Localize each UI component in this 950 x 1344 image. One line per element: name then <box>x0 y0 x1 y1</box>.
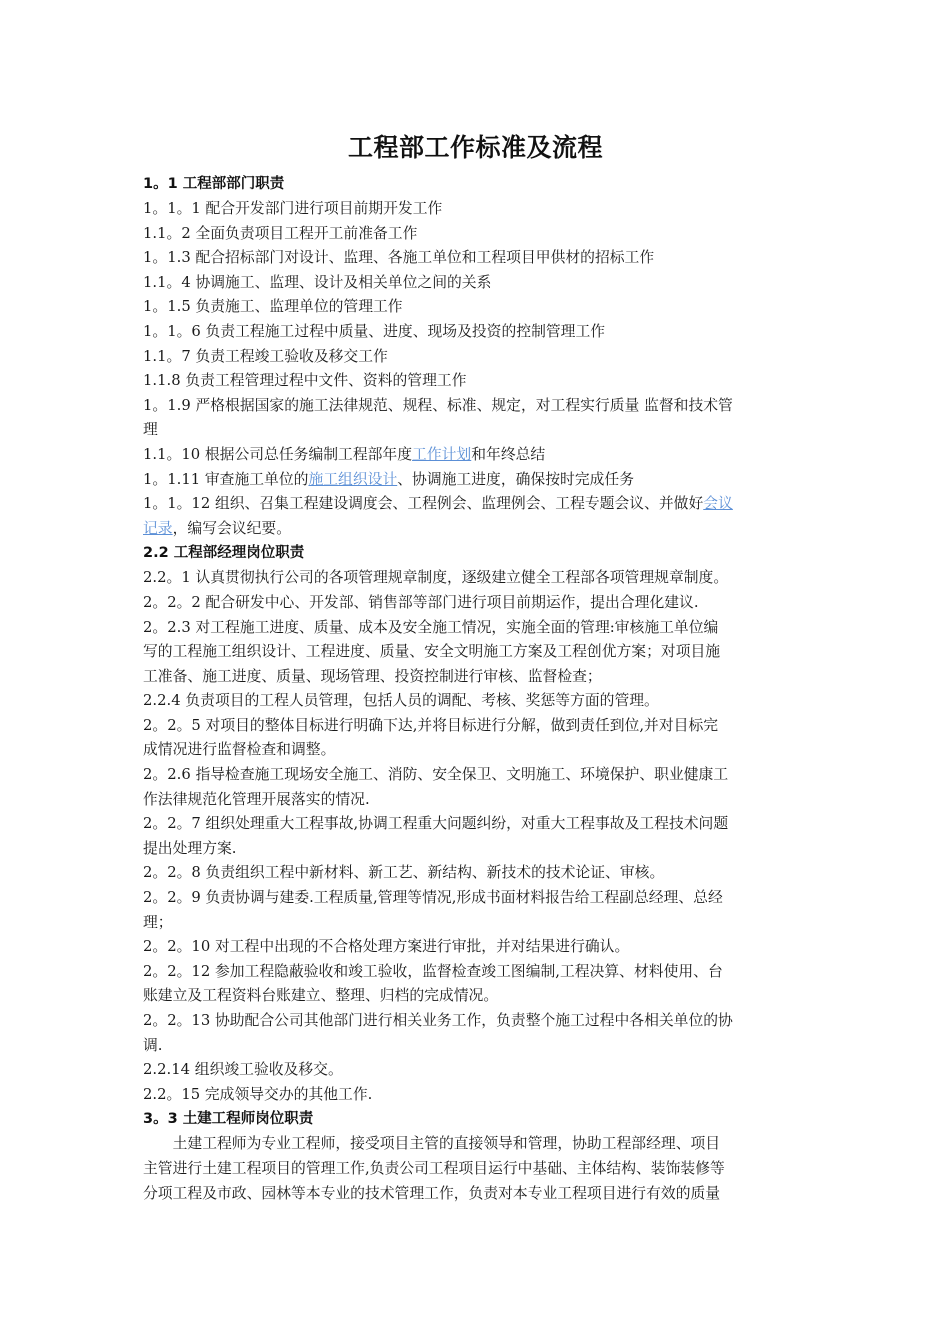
manager-duty-line: 写的工程施工组织设计、工程进度、质量、安全文明施工方案及工程创优方案；对项目施 <box>143 643 721 661</box>
manager-duty-line: 2。2。9 负责协调与建委.工程质量,管理等情况,形成书面材料报告给工程副总经理、总经 <box>143 889 723 907</box>
construction-design-link[interactable]: 施工组织设计 <box>308 470 398 488</box>
duty-item-1-1-12-line-1 <box>143 492 808 517</box>
duty-item-1-1-1: 1。1。1 配合开发部门进行项目前期开发工作 <box>143 200 443 217</box>
civil-engineer-paragraph-line: 土建工程师为专业工程师，接受项目主管的直接领导和管理，协助工程部经理、项目 <box>172 1135 721 1153</box>
manager-duty-line: 作法律规范化管理开展落实的情况. <box>143 790 370 808</box>
document-page <box>143 128 808 1206</box>
manager-duty-line: 2.2.14 组织竣工验收及移交。 <box>143 1061 343 1079</box>
manager-duty-line: 理； <box>143 913 173 931</box>
duty-item-1-1-12-line-2 <box>143 517 808 542</box>
manager-duty-line: 2。2.6 指导检查施工现场安全施工、消防、安全保卫、文明施工、环境保护、职业健康工 <box>143 766 729 784</box>
duty-item-1-1-12-tail: ，编写会议纪要。 <box>172 519 291 537</box>
manager-duty-line: 2。2。13 协助配合公司其他部门进行相关业务工作，负责整个施工过程中各相关单位的协 <box>143 1012 733 1029</box>
manager-duty-line: 账建立及工程资料台账建立、整理、归档的完成情况。 <box>143 987 499 1005</box>
meeting-record-link-part-1[interactable]: 会议 <box>703 495 733 513</box>
manager-duty-line: 2。2。8 负责组织工程中新材料、新工艺、新结构、新技术的技术论证、审核。 <box>143 864 665 882</box>
manager-duty-line: 工准备、施工进度、质量、现场管理、投资控制进行审核、监督检查； <box>143 667 602 685</box>
manager-duty-line: 2。2。5 对项目的整体目标进行明确下达,并将目标进行分解，做到责任到位,并对目标完 <box>143 716 719 734</box>
work-plan-link[interactable]: 工作计划 <box>412 445 472 463</box>
duty-item-1-1-9-line-1: 1。1.9 严格根据国家的施工法律规范、规程、标准、规定，对工程实行质量 监督和技术管 <box>143 396 733 414</box>
manager-duty-line: 2.2。1 认真贯彻执行公司的各项管理规章制度，逐级建立健全工程部各项管理规章制度。 <box>143 569 729 587</box>
manager-duty-line: 提出处理方案. <box>143 839 237 857</box>
duty-item-1-1-9-line-2: 理 <box>143 421 158 439</box>
manager-duties <box>143 566 808 1107</box>
manager-duty-line: 2。2。12 参加工程隐蔽验收和竣工验收，监督检查竣工图编制,工程决算、材料使用、台 <box>143 962 723 980</box>
meeting-record-link-part-2[interactable]: 记录 <box>143 519 173 537</box>
manager-duty-line: 调. <box>143 1036 163 1054</box>
duty-item-1-1-10-tail: 和年终总结 <box>471 445 546 463</box>
duty-item-1-1-2: 1.1。2 全面负责项目工程开工前准备工作 <box>143 224 418 242</box>
duty-item-1-1-6: 1。1。6 负责工程施工过程中质量、进度、现场及投资的控制管理工作 <box>143 322 606 340</box>
civil-engineer-duties <box>143 1132 808 1206</box>
duty-item-1-1-5: 1。1.5 负责施工、监理单位的管理工作 <box>143 298 403 316</box>
section-heading-1-1: 1。1 工程部部门职责 <box>143 176 285 192</box>
duty-item-1-1-11-text: 1。1.11 审查施工单位的 <box>143 470 309 488</box>
section-heading-2-2: 2.2 工程部经理岗位职责 <box>143 545 305 562</box>
civil-engineer-paragraph-line: 主管进行土建工程项目的管理工作,负责公司工程项目运行中基础、主体结构、装饰装修等 <box>143 1159 725 1177</box>
duty-item-1-1-11 <box>143 468 808 493</box>
manager-duty-line: 2.2。15 完成领导交办的其他工作. <box>143 1085 373 1103</box>
manager-duty-line: 2。2.3 对工程施工进度、质量、成本及安全施工情况，实施全面的管理:审核施工单位编 <box>143 618 719 636</box>
duty-item-1-1-10 <box>143 443 808 468</box>
manager-duty-line: 成情况进行监督检查和调整。 <box>143 741 336 759</box>
duty-item-1-1-7: 1.1。7 负责工程竣工验收及移交工作 <box>143 347 388 365</box>
duty-item-1-1-10-text: 1.1。10 根据公司总任务编制工程部年度 <box>143 445 413 463</box>
manager-duty-line: 2。2。7 组织处理重大工程事故,协调工程重大问题纠纷，对重大工程事故及工程技术问题 <box>143 815 729 833</box>
section-heading-3-3: 3。3 土建工程师岗位职责 <box>143 1111 314 1128</box>
duty-item-1-1-12-text: 1。1。12 组织、召集工程建设调度会、工程例会、监理例会、工程专题会议、并做好 <box>143 495 704 513</box>
civil-engineer-paragraph-line: 分项工程及市政、园林等本专业的技术管理工作，负责对本专业工程项目进行有效的质量 <box>143 1184 721 1202</box>
duty-item-1-1-3: 1。1.3 配合招标部门对设计、监理、各施工单位和工程项目甲供材的招标工作 <box>143 249 655 267</box>
manager-duty-line: 2。2。10 对工程中出现的不合格处理方案进行审批，并对结果进行确认。 <box>143 938 630 956</box>
duty-item-1-1-8: 1.1.8 负责工程管理过程中文件、资料的管理工作 <box>143 372 467 390</box>
manager-duty-line: 2。2。2 配合研发中心、开发部、销售部等部门进行项目前期运作，提出合理化建议. <box>143 593 699 611</box>
duty-item-1-1-11-tail: 、协调施工进度，确保按时完成任务 <box>397 470 635 488</box>
manager-duty-line: 2.2.4 负责项目的工程人员管理，包括人员的调配、考核、奖惩等方面的管理。 <box>143 692 659 710</box>
document-title: 工程部工作标准及流程 <box>347 133 603 162</box>
duty-item-1-1-4: 1.1。4 协调施工、监理、设计及相关单位之间的关系 <box>143 273 492 291</box>
